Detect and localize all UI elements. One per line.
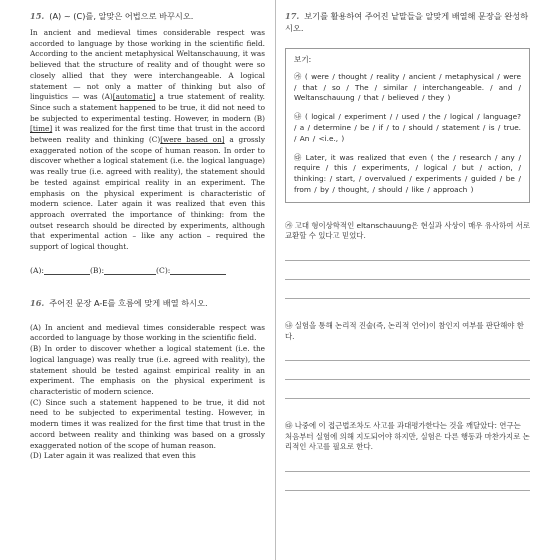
question-15-number: 15.	[30, 11, 45, 21]
task-1	[285, 221, 530, 299]
blank-b-field[interactable]	[104, 265, 156, 275]
question-16-passage: (A) In ancient and medieval times considerable respect was accorded to language by those working in the scientific field. (B) In order to discover whether a logical statement (i.e. the logical language) was really true (i.e. agreed with reality), the statement should be tested against empirical reality in an experiment. The emphasis on the physical experiment is characteristic of modern science. (C) Since such a statement happened to be true, it did not need to be subjected to experimental testing. However, in modern times it was realized for the first time that trust in the accord between reality and thinking was based on a grossly exaggerated notion of the scope of human reason. (D) Later again it was realized that even this	[30, 322, 265, 461]
answer-line[interactable]	[285, 260, 530, 261]
example-item: ㉮ ( were / thought / reality / ancient / metaphysical / were / that / so / The / similar / interchangeable. / and / Weltanschauung / that / believed / they )	[294, 71, 521, 103]
answer-line[interactable]	[285, 279, 530, 280]
question-15-passage	[30, 28, 265, 253]
column-divider	[275, 0, 276, 560]
answer-line[interactable]	[285, 398, 530, 399]
question-16-number: 16.	[30, 297, 45, 308]
blank-a-label: (A):	[30, 265, 44, 275]
task-1-prompt: ㉮ 고대 형이상학적인 eltanschauung은 현실과 사상이 매우 유사하여 서로 교환할 수 있다고 믿었다.	[285, 220, 530, 241]
blank-a-field[interactable]	[44, 265, 90, 275]
answer-line[interactable]	[285, 490, 530, 491]
left-column	[30, 10, 265, 462]
question-15-instruction: (A) ~ (C)를, 알맞은 어법으로 바꾸시오.	[49, 11, 194, 21]
question-17-instruction: 보기를 활용하여 주어진 낱말들을 알맞게 배열해 문장을 완성하시오.	[285, 11, 529, 33]
passage-segment: a true statement of reality. Since such a statement happened to be true, it did not need to be subjected to experimental testing. However, in modern (B)	[30, 92, 265, 123]
blank-b-label: (B):	[89, 265, 105, 275]
question-16	[30, 297, 265, 462]
example-item: ㉰ Later, it was realized that even ( the / research / any / require / this / experiments, / logical / but / action, / thinking: / start, / overvalued / experiments / guided / be / from / by / thought, / should / like / approach )	[294, 152, 521, 194]
task-3	[285, 421, 530, 491]
right-column	[285, 10, 530, 491]
answer-line[interactable]	[285, 360, 530, 361]
question-16-instruction: 주어진 문장 A-E를 흐름에 맞게 배열 하시오.	[49, 297, 208, 308]
example-item: ㉯ ( logical / experiment / / used / the / logical / language? / a / determine / be / if / to / should / statement / is / true. / An / <i.e., )	[294, 112, 521, 143]
question-16-header	[30, 297, 265, 309]
underlined-blank: [time]	[30, 124, 53, 134]
task-2	[285, 321, 530, 399]
answer-blanks	[30, 265, 265, 275]
task-3-prompt: ㉰ 나중에 이 접근법조차도 사고를 과대평가한다는 것을 깨달았다: 연구는 처음부터 실험에 의해 지도되어야 하지만, 실험은 다른 행동과 마찬가지로 논리적인 사고를 필요로 한다.	[285, 421, 530, 452]
passage-segment: In ancient and medieval times considerable respect was accorded to language by those working in the scientific field. According to the ancient metaphysical Weltanschauung, it was believed that the structure of reality and of thought were so closely allied that they were interchangeable. A logical statement — not only a matter of thinking but also of linguistics — was (A)	[30, 28, 265, 102]
task-2-prompt: ㉯ 실험을 통해 논리적 진술(즉, 논리적 언어)이 참인지 여부를 판단해야 한다.	[285, 320, 524, 341]
passage-segment: it was realized for the first time that trust in the accord between reality and thinking (C)	[30, 124, 265, 145]
question-15-header	[30, 10, 265, 22]
blank-c-label: (C):	[156, 265, 171, 275]
example-box-title: 보기:	[294, 55, 312, 64]
answer-line[interactable]	[285, 379, 530, 380]
question-17-header	[285, 10, 530, 34]
underlined-blank: [were based on]	[160, 135, 225, 145]
passage-segment: a grossly exaggerated notion of the scope of human reason. In order to discover whether a logical statement (i.e. the logical language) was really true (i.e. agreed with reality), the statement should be tested against empirical reality in an experiment. The emphasis on the physical experiment is characteristic of modern science. Later again it was realized that even this approach overrated the importance of thinking: from the outset research should be directed by experiments, although that experimental action – like any action – required the support of logical thought.	[30, 135, 265, 252]
question-17-number: 17.	[285, 11, 300, 21]
blank-c-field[interactable]	[170, 265, 226, 275]
answer-line[interactable]	[285, 471, 530, 472]
underlined-blank: [automatic]	[112, 92, 156, 102]
example-box	[285, 48, 530, 203]
answer-line[interactable]	[285, 298, 530, 299]
question-15	[30, 10, 265, 275]
